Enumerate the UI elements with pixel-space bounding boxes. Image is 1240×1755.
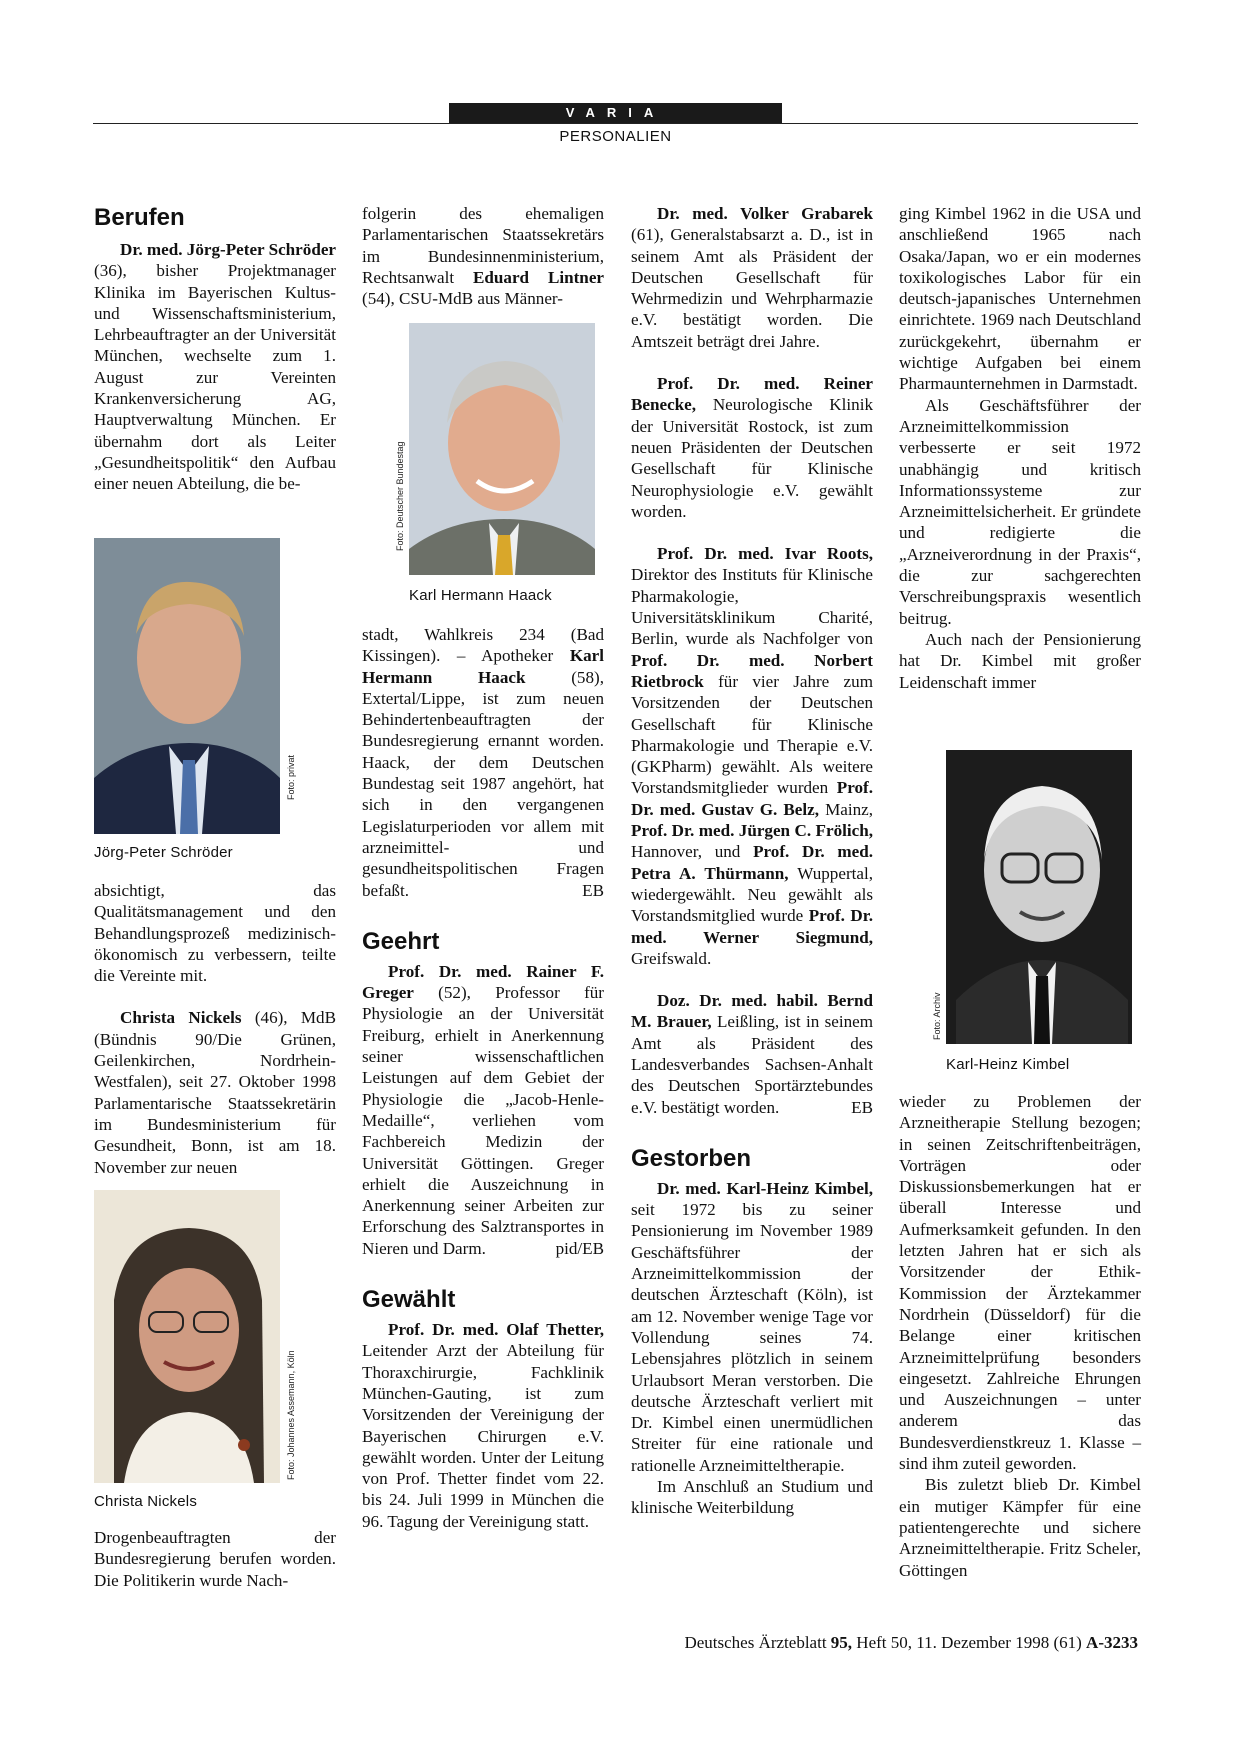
caption-nickels: Christa Nickels bbox=[94, 1493, 198, 1510]
name-benecke: Prof. Dr. med. Reiner Benecke, bbox=[631, 374, 873, 415]
paragraph-kimbel-career: ging Kimbel 1962 in die USA und anschließend 1965 nach Osaka/Japan, wo er ein modernes toxikologisches Labor für ein deutsch-japanisches Unternehmen einrichtete. 1969 nach Deutschland zurückgekehrt, übernahm er wichtige Aufgaben bei einem Pharmaunternehmen in Darmstadt. bbox=[899, 204, 1141, 394]
name-kimbel: Dr. med. Karl-Heinz Kimbel, bbox=[657, 1178, 873, 1198]
photo-schroeder bbox=[94, 538, 296, 834]
column-3 bbox=[631, 203, 873, 1519]
column-4 bbox=[899, 1091, 1141, 1581]
portrait-haack bbox=[409, 323, 595, 575]
paragraph-kimbel-pension-cont: wieder zu Problemen der Arzneitherapie Stellung bezogen; in seinen Zeitschriftenbeiträgen, Vorträgen oder Diskussionsbemerkungen hat er überall Interesse und Aufmerksamkeit gefunden. In den letzten Jahren hat er sich als Vorsitzender der Ethik-Kommission der Ärztekammer Nordrhein (Düsseldorf) für die Belange einer kritischen Arzneimittelprüfung besonders eingesetzt. Zahlreiche Ehrungen und Auszeichnungen – unter anderem das Bundesverdienstkreuz 1. Klasse – sind ihm zuteil geworden. bbox=[899, 1092, 1141, 1474]
name-greger: Prof. Dr. med. Rainer F. Greger bbox=[362, 961, 604, 1003]
paragraph-thetter: Prof. Dr. med. Olaf Thetter, Leitender Arzt der Abteilung für Thoraxchirurgie, Fachklinik München-Gauting, ist zum Vorsitzenden der Vereinigung der Bayerischen Chirurgen e.V. gewählt worden. Unter der Leitung von Prof. Thetter findet vom 22. bis 24. Juli 1999 in München die 96. Tagung der Vereinigung statt. bbox=[362, 1320, 604, 1531]
sign-brauer: EB bbox=[851, 1097, 873, 1117]
section-banner: VARIA bbox=[449, 103, 782, 123]
paragraph-brauer: Doz. Dr. med. habil. Bernd M. Brauer, Leißling, ist in seinem Amt als Präsident des Landesverbandes Sachsen-Anhalt des Deutschen Sportärztebundes e.V. bestätigt worden. EB bbox=[631, 991, 873, 1117]
name-roots: Prof. Dr. med. Ivar Roots, bbox=[657, 544, 873, 564]
header-rule bbox=[93, 123, 1138, 124]
column-4-top bbox=[899, 203, 1141, 693]
paragraph-kimbel-pension: Auch nach der Pensionierung hat Dr. Kimbel mit großer Leidenschaft immer bbox=[899, 629, 1141, 692]
paragraph-kimbel-study: Im Anschluß an Studium und klinische Weiterbildung bbox=[631, 1477, 873, 1518]
portrait-nickels bbox=[94, 1190, 280, 1483]
paragraph-schroeder-cont: absichtigt, das Qualitätsmanagement und den Behandlungsprozeß medizinisch-ökonomisch zu verbessern, teilte die Vereinte mit. bbox=[94, 881, 336, 986]
portrait-schroeder bbox=[94, 538, 280, 834]
sign-greger: pid/EB bbox=[555, 1238, 604, 1258]
name-schroeder: Dr. med. Jörg-Peter Schröder bbox=[120, 240, 336, 259]
sign-haack: EB bbox=[582, 880, 604, 900]
heading-geehrt: Geehrt bbox=[362, 927, 440, 955]
section-label: PERSONALIEN bbox=[559, 128, 672, 145]
column-2-top bbox=[362, 203, 604, 309]
paragraph-nickels-cont: Drogenbeauftragten der Bundesregierung berufen worden. Die Politikerin wurde Nach- bbox=[94, 1528, 336, 1590]
paragraph-haack: stadt, Wahlkreis 234 (Bad Kissingen). – Apotheker Karl Hermann Haack (58), Extertal/Lippe, ist zum neuen Behindertenbeauftragten der Bundesregierung ernannt worden. Haack, der dem Deutschen Bundestag seit 1987 angehört, hat sich in den vergangenen Legislaturperioden vor allem mit arzneimittel- und gesundheitspolitischen Fragen befaßt. EB bbox=[362, 625, 604, 900]
photo-haack bbox=[395, 323, 595, 575]
author-signature: Fritz Scheler, Göttingen bbox=[899, 1539, 1141, 1580]
name-thetter: Prof. Dr. med. Olaf Thetter, bbox=[388, 1320, 604, 1340]
paragraph-greger: Prof. Dr. med. Rainer F. Greger (52), Professor für Physiologie an der Universität Freiburg, erhielt in Anerkennung seiner wissenschaftlichen Leistungen auf dem Gebiet der Physiologie die „Jacob-Henle-Medaille“, verliehen vom Fachbereich Medizin der Universität Göttingen. Greger erhielt die Auszeichnung in Anerkennung seiner Arbeiten zur Erforschung des Salztransportes in Nieren und Darm. pid/EB bbox=[362, 961, 604, 1258]
paragraph-benecke: Prof. Dr. med. Reiner Benecke, Neurologische Klinik der Universität Rostock, ist zum neuen Präsidenten der Deutschen Gesellschaft für Klinische Neurophysiologie e.V. gewählt worden. bbox=[631, 374, 873, 521]
name-brauer: Doz. Dr. med. habil. Bernd M. Brauer, bbox=[631, 991, 873, 1032]
name-nickels: Christa Nickels bbox=[120, 1008, 242, 1028]
heading-gewaehlt: Gewählt bbox=[362, 1286, 456, 1314]
paragraph-kimbel-final: Bis zuletzt blieb Dr. Kimbel ein mutiger Kämpfer für eine patientengerechte und sichere Arzneimitteltherapie. Fritz Scheler, Göttingen bbox=[899, 1475, 1141, 1580]
portrait-kimbel bbox=[946, 750, 1132, 1044]
page-number: A-3233 bbox=[1086, 1633, 1138, 1652]
page-footer: Deutsches Ärzteblatt 95, Heft 50, 11. Dezember 1998 (61) A-3233 bbox=[684, 1633, 1138, 1652]
paragraph-roots: Prof. Dr. med. Ivar Roots, Direktor des Instituts für Klinische Pharmakologie, Universitätsklinikum Charité, Berlin, wurde als Nachfolger von Prof. Dr. med. Norbert Rietbrock für vier Jahre zum Vorsitzenden der Deutschen Gesellschaft für Klinische Pharmakologie und Therapie e.V. (GKPharm) gewählt. Als weitere Vorstandsmitglieder wurden Prof. Dr. med. Gustav G. Belz, Mainz, Prof. Dr. med. Jürgen C. Frölich, Hannover, und Prof. Dr. med. Petra A. Thürmann, Wuppertal, wiedergewählt. Neu gewählt als Vorstandsmitglied wurde Prof. Dr. med. Werner Siegmund, Greifswald. bbox=[631, 544, 874, 968]
column-1-end bbox=[94, 1527, 336, 1591]
caption-schroeder: Jörg-Peter Schröder bbox=[94, 844, 233, 861]
credit-haack: Foto: Deutscher Bundestag bbox=[395, 441, 405, 551]
photo-kimbel bbox=[932, 750, 1132, 1044]
heading-gestorben: Gestorben bbox=[631, 1144, 752, 1172]
paragraph-kimbel-amk: Als Geschäftsführer der Arzneimittelkommission verbesserte er seit 1972 unabhängig und kritisch Informationssysteme zur Arzneimittelsicherheit. Er gründete und redigierte die „Arzneiverordnung in der Praxis“, die zur sachgerechten Verschreibungspraxis wesentlich beitrug. bbox=[899, 395, 1141, 628]
column-1-cont bbox=[94, 880, 336, 1178]
caption-haack: Karl Hermann Haack bbox=[409, 587, 552, 604]
caption-kimbel: Karl-Heinz Kimbel bbox=[946, 1056, 1070, 1073]
photo-nickels bbox=[94, 1190, 296, 1483]
column-1 bbox=[94, 203, 336, 495]
paragraph-lintner: folgerin des ehemaligen Parlamentarischen Staatssekretärs im Bundesinnenministerium, Rechtsanwalt Eduard Lintner (54), CSU-MdB aus Männer- bbox=[362, 204, 604, 309]
column-2 bbox=[362, 624, 604, 1532]
credit-schroeder: Foto: privat bbox=[286, 754, 296, 800]
paragraph-schroeder: Dr. med. Jörg-Peter Schröder (36), bisher Projektmanager Klinika im Bayerischen Kultus- und Wissenschaftsministerium, Lehrbeauftragter an der Universität München, wechselte zum 1. August zur Vereinten Krankenversicherung AG, Hauptverwaltung München. Er übernahm dort als Leiter „Gesundheitspolitik“ den Aufbau einer neuen Abteilung, die be- bbox=[94, 240, 336, 494]
credit-kimbel: Foto: Archiv bbox=[932, 992, 942, 1040]
name-grabarek: Dr. med. Volker Grabarek bbox=[657, 204, 873, 223]
paragraph-nickels: Christa Nickels (46), MdB (Bündnis 90/Die Grünen, Geilenkirchen, Nordrhein-Westfalen), seit 27. Oktober 1998 Parlamentarische Staatssekretärin im Bundesministerium für Gesundheit, Bonn, ist am 18. November zur neuen bbox=[94, 1008, 337, 1177]
paragraph-grabarek: Dr. med. Volker Grabarek (61), Generalstabsarzt a. D., ist in seinem Amt als Präsident der Deutschen Gesellschaft für Wehrmedizin und Wehrpharmazie e.V. bestätigt worden. Die Amtszeit beträgt drei Jahre. bbox=[631, 204, 873, 351]
credit-nickels: Foto: Johannes Assemann, Köln bbox=[286, 1350, 296, 1480]
paragraph-kimbel: Dr. med. Karl-Heinz Kimbel, seit 1972 bis zu seiner Pensionierung im November 1989 Geschäftsführer der Arzneimittelkommission der deutschen Ärzteschaft (Köln), ist am 12. November wenige Tage vor Vollendung seines 74. Lebensjahres plötzlich in seinem Urlaubsort Meran verstorben. Die deutsche Ärzteschaft verliert mit Dr. Kimbel einen unermüdlichen Streiter für eine rationale und rationelle Arzneimitteltherapie. bbox=[631, 1178, 873, 1475]
heading-berufen: Berufen bbox=[94, 204, 185, 231]
